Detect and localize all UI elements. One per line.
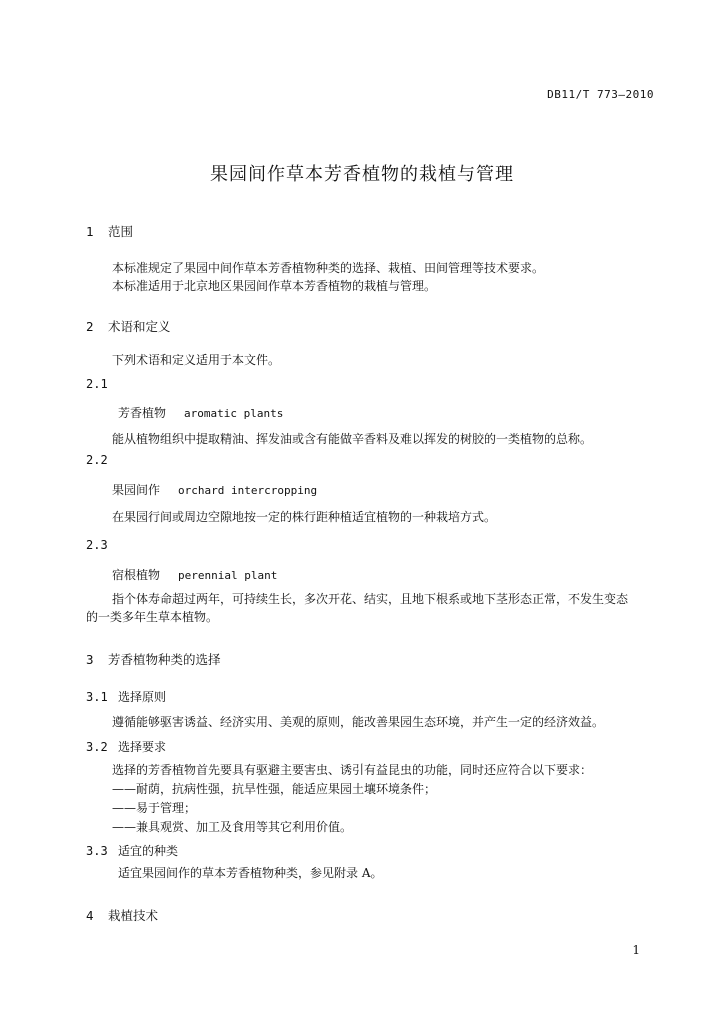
term-english: aromatic plants — [184, 407, 284, 420]
standard-code: DB11/T 773—2010 — [547, 88, 654, 101]
paragraph: 下列术语和定义适用于本文件。 — [112, 353, 281, 367]
section-heading-2 — [86, 317, 171, 335]
subsection-number: 3.1 — [86, 690, 108, 704]
section-title: 芳香植物种类的选择 — [108, 652, 221, 667]
term-chinese: 宿根植物 — [112, 568, 161, 582]
section-number: 1 — [86, 224, 94, 239]
list-item: ——兼具观赏、加工及食用等其它利用价值。 — [112, 820, 353, 834]
section-title: 范围 — [108, 224, 134, 239]
subsection-title: 适宜的种类 — [118, 844, 179, 858]
term-english: orchard intercropping — [178, 484, 318, 497]
list-item: ——易于管理； — [112, 801, 197, 815]
term-definition: 在果园行间或周边空隙地按一定的株行距种植适宜植物的一种栽培方式。 — [112, 510, 497, 524]
term-number: 2.3 — [86, 538, 108, 552]
term-number: 2.1 — [86, 377, 108, 391]
subsection-title: 选择原则 — [118, 690, 167, 704]
paragraph: 选择的芳香植物首先要具有驱避主要害虫、诱引有益昆虫的功能，同时还应符合以下要求： — [112, 763, 593, 777]
subsection-heading-3-3 — [86, 842, 178, 859]
document-title: 果园间作草本芳香植物的栽植与管理 — [210, 164, 514, 185]
section-heading-4 — [86, 906, 158, 924]
section-number: 2 — [86, 319, 94, 334]
subsection-heading-3-1 — [86, 688, 166, 705]
term-chinese: 果园间作 — [112, 483, 161, 497]
term-definition: 能从植物组织中提取精油、挥发油或含有能做辛香料及难以挥发的树胶的一类植物的总称。 — [112, 432, 593, 446]
paragraph: 本标准适用于北京地区果园间作草本芳香植物的栽植与管理。 — [112, 279, 437, 293]
term-number: 2.2 — [86, 453, 108, 467]
section-heading-1 — [86, 222, 133, 240]
subsection-number: 3.2 — [86, 740, 108, 754]
term-english: perennial plant — [178, 569, 278, 582]
term-definition: 指个体寿命超过两年，可持续生长，多次开花、结实，且地下根系或地下茎形态正常，不发生变态 — [112, 592, 629, 606]
section-title: 栽植技术 — [108, 908, 159, 923]
section-number: 3 — [86, 652, 94, 667]
subsection-heading-3-2 — [86, 738, 166, 755]
term-entry — [112, 481, 317, 498]
subsection-title: 选择要求 — [118, 740, 167, 754]
term-entry — [118, 404, 283, 421]
subsection-number: 3.3 — [86, 844, 108, 858]
paragraph: 遵循能够驱害诱益、经济实用、美观的原则，能改善果园生态环境，并产生一定的经济效益。 — [112, 715, 605, 729]
section-number: 4 — [86, 908, 94, 923]
term-entry — [112, 566, 277, 583]
paragraph: 适宜果园间作的草本芳香植物种类，参见附录 A。 — [118, 866, 383, 880]
page-number: 1 — [632, 943, 640, 957]
paragraph: 本标准规定了果园中间作草本芳香植物种类的选择、栽植、田间管理等技术要求。 — [112, 261, 545, 275]
section-title: 术语和定义 — [108, 319, 171, 334]
section-heading-3 — [86, 650, 221, 668]
term-chinese: 芳香植物 — [118, 406, 167, 420]
term-definition-continued: 的一类多年生草本植物。 — [86, 610, 219, 624]
list-item: ——耐荫，抗病性强，抗旱性强，能适应果园土壤环境条件； — [112, 782, 437, 796]
